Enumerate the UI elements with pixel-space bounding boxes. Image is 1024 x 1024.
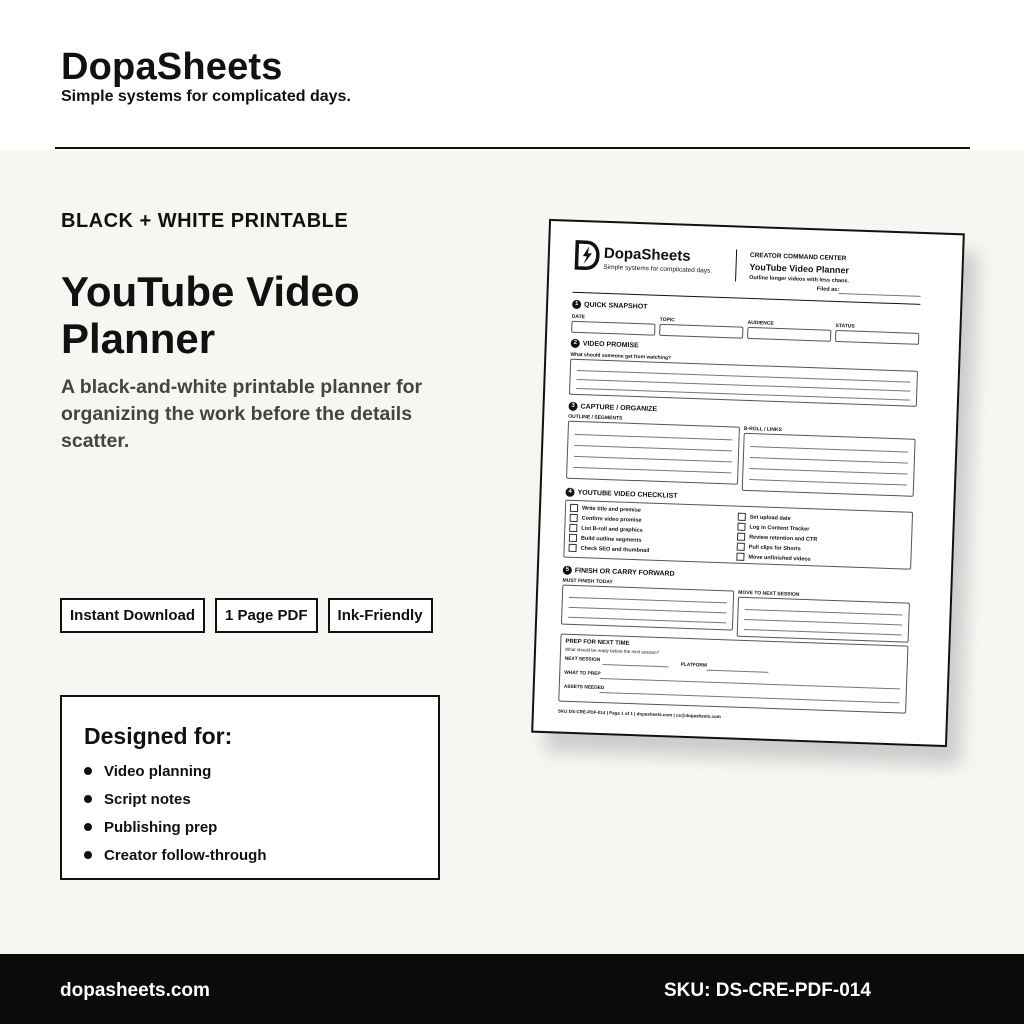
mockup-field-status: STATUS — [835, 322, 855, 330]
mockup-what-to-prep-label: WHAT TO PREP — [564, 670, 601, 677]
mockup-title: YouTube Video Planner — [749, 261, 850, 276]
product-eyebrow: BLACK + WHITE PRINTABLE — [61, 210, 349, 232]
checklist-item: Check SEO and thumbnail — [568, 544, 649, 555]
mockup-audience-box — [747, 327, 831, 342]
mockup-checklist-box — [563, 500, 913, 570]
mockup-field-audience: AUDIENCE — [747, 319, 774, 327]
mockup-move-label: MOVE TO NEXT SESSION — [738, 589, 800, 598]
brand-tagline: Simple systems for complicated days. — [61, 88, 351, 105]
brand-name: DopaSheets — [61, 46, 283, 88]
mockup-subtitle: Outline longer videos with less chaos. — [749, 274, 850, 285]
mockup-broll-label: B-ROLL / LINKS — [743, 425, 782, 434]
mockup-topic-box — [659, 324, 743, 339]
page-header — [0, 0, 1024, 150]
mockup-must-finish-label: MUST FINISH TODAY — [562, 577, 613, 586]
badge-instant-download: Instant Download — [60, 598, 205, 633]
mockup-brand: DopaSheets — [603, 244, 691, 265]
mockup-prep-prompt: What should be ready before the next session? — [565, 646, 660, 655]
mockup-promise-box — [569, 359, 918, 407]
checkbox-icon — [570, 504, 578, 512]
badge-ink-friendly: Ink-Friendly — [328, 598, 433, 633]
designed-for-list — [84, 757, 266, 869]
badge-page-pdf: 1 Page PDF — [215, 598, 318, 633]
mockup-filed-label: Filed as: — [816, 286, 840, 294]
mockup-outline-box — [566, 421, 740, 485]
checkbox-icon — [737, 533, 745, 541]
mockup-must-finish-box — [561, 585, 734, 631]
list-item: Video planning — [84, 757, 266, 785]
mockup-outline-label: OUTLINE / SEGMENTS — [568, 413, 623, 422]
footer-website: dopasheets.com — [60, 980, 210, 1001]
mockup-filed-line — [839, 293, 921, 297]
checklist-item: Pull clips for Shorts — [737, 543, 801, 553]
checkbox-icon — [737, 543, 745, 551]
checklist-item: Set upload date — [738, 513, 791, 523]
list-item: Script notes — [84, 785, 266, 813]
planner-mockup — [531, 219, 965, 747]
designed-for-title: Designed for: — [84, 723, 233, 749]
page-footer — [0, 954, 1024, 1024]
mockup-header-divider — [735, 249, 737, 281]
footer-sku: SKU: DS-CRE-PDF-014 — [664, 980, 871, 1001]
mockup-field-topic: TOPIC — [659, 316, 675, 324]
mockup-move-box — [737, 597, 910, 643]
mockup-prep-title: PREP FOR NEXT TIME — [565, 638, 630, 647]
product-description: A black-and-white printable planner for organizing the work before the details scatter. — [61, 376, 423, 452]
mockup-footer: SKU DS-CRE-PDF-014 | Page 1 of 1 | dopasheets.com | cs@dopasheets.com — [557, 708, 721, 720]
planner-sheet — [531, 219, 965, 747]
bullet-icon — [84, 767, 92, 775]
mockup-promise-prompt: What should someone get from watching? — [570, 351, 672, 362]
checklist-item: Confirm video promise — [570, 514, 642, 525]
mockup-prep-box — [558, 634, 908, 714]
checklist-item: Build outline segments — [569, 534, 642, 545]
checkbox-icon — [569, 524, 577, 532]
checkbox-icon — [738, 513, 746, 521]
product-title: YouTube Video Planner — [61, 268, 360, 362]
bullet-icon — [84, 823, 92, 831]
bullet-icon — [84, 795, 92, 803]
checklist-item: Write title and premise — [570, 504, 641, 514]
checkbox-icon — [570, 514, 578, 522]
mockup-next-session-label: NEXT SESSION — [564, 656, 601, 663]
mockup-series: CREATOR COMMAND CENTER — [749, 251, 847, 263]
bullet-icon — [84, 851, 92, 859]
list-item: Publishing prep — [84, 813, 266, 841]
mockup-tagline: Simple systems for complicated days. — [603, 263, 713, 275]
mockup-assets-label: ASSETS NEEDED — [563, 684, 605, 692]
checklist-item: Log in Content Tracker — [737, 523, 809, 534]
checkbox-icon — [737, 523, 745, 531]
feature-badges — [60, 598, 433, 633]
mockup-platform-label: PLATFORM — [680, 662, 707, 669]
checkbox-icon — [736, 553, 744, 561]
mockup-field-date: DATE — [571, 313, 586, 321]
mockup-section-2-title: 2 VIDEO PROMISE — [571, 339, 639, 350]
checklist-item: Move unfinished videos — [736, 553, 811, 564]
mockup-section-4-title: 4 YOUTUBE VIDEO CHECKLIST — [565, 488, 677, 501]
designed-for-card — [60, 695, 440, 880]
mockup-section-3-title: 3 CAPTURE / ORGANIZE — [568, 402, 657, 414]
header-divider — [55, 147, 970, 149]
list-item: Creator follow-through — [84, 841, 266, 869]
checklist-item: Review retention and CTR — [737, 533, 817, 544]
mockup-section-1-title: 1 QUICK SNAPSHOT — [572, 300, 648, 312]
checkbox-icon — [568, 544, 576, 552]
mockup-status-box — [835, 330, 919, 345]
mockup-section-5-title: 5 FINISH OR CARRY FORWARD — [563, 566, 675, 579]
checkbox-icon — [569, 534, 577, 542]
checklist-item: List B-roll and graphics — [569, 524, 643, 535]
bolt-logo-icon — [573, 240, 600, 271]
mockup-broll-box — [742, 433, 916, 497]
mockup-date-box — [571, 321, 655, 336]
